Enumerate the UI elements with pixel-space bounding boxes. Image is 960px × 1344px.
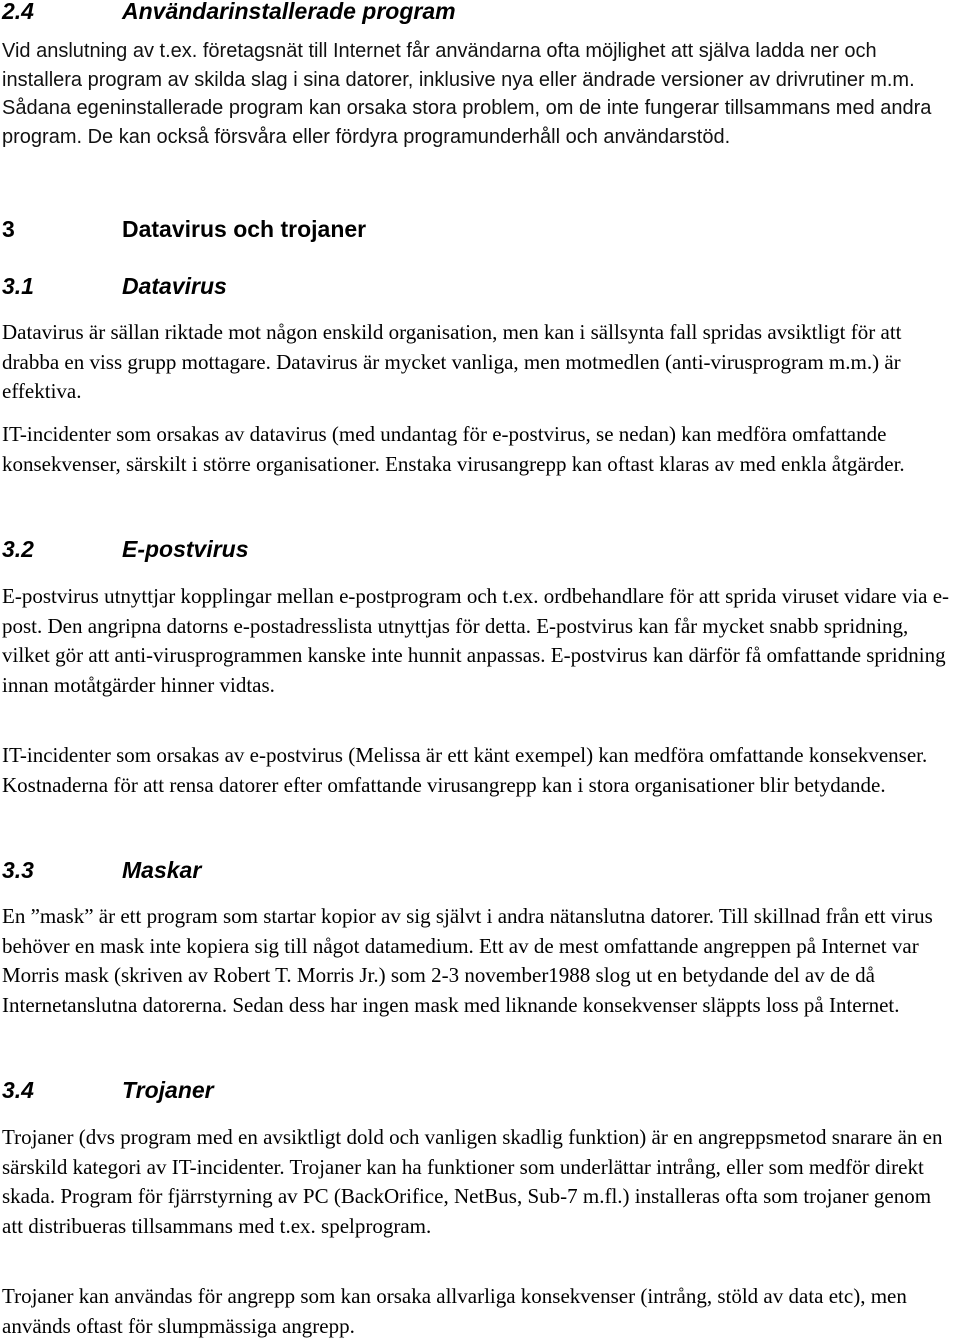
- paragraph-3-2-a: E-postvirus utnyttjar kopplingar mellan e-postprogram och t.ex. ordbehandlare för att sprida viruset vidare via e-post. Den angripna datorns e-postadresslista utnyttjas för detta. E-postvirus kan får mycket snabb spridning, vilket gör att anti-virusprogrammen kanske inte hunnit anpassas. E-postvirus kan därför få omfattande spridning innan motåtgärder hinner vidtas.: [2, 584, 950, 697]
- heading-number: 3.2: [2, 536, 34, 562]
- paragraph-3-3: En ”mask” är ett program som startar kopior av sig självt i andra nätanslutna datorer. Till skillnad från ett virus behöver en mask inte kopiera sig till något datamedium. Ett av de mest omfattande angreppen på Internet var Morris mask (skriven av Robert T. Morris Jr.) som 2-3 november1988 slog ut en betydande del av de då Internetanslutna datorerna. Sedan dess har ingen mask med liknande konsekvenser släppts loss på Internet.: [2, 904, 933, 1017]
- paragraph-3-4-a: Trojaner (dvs program med en avsiktligt dold och vanligen skadlig funktion) är en angreppsmetod snarare än en särskild kategori av IT-incidenter. Trojaner kan ha funktioner som underlättar intrång, eller som medför direkt skada. Program för fjärrstyrning av PC (BackOrifice, NetBus, Sub-7 m.fl.) installeras ofta som trojaner genom att distribueras tillsammans med t.ex. spelprogram.: [2, 1125, 943, 1238]
- heading-number: 3.1: [2, 273, 34, 299]
- heading-3-1: [2, 272, 227, 300]
- paragraph-3-1-b: IT-incidenter som orsakas av datavirus (med undantag för e-postvirus, se nedan) kan medföra omfattande konsekvenser, särskilt i större organisationer. Enstaka virusangrepp kan oftast klaras av med enkla åtgärder.: [2, 422, 905, 476]
- heading-title: Maskar: [122, 857, 202, 883]
- heading-3: [2, 215, 366, 243]
- heading-number: 2.4: [2, 0, 34, 24]
- heading-number: 3.3: [2, 857, 34, 883]
- heading-3-3: [2, 856, 201, 884]
- heading-3-4: [2, 1076, 214, 1104]
- heading-title: E-postvirus: [122, 536, 249, 562]
- heading-number: 3.4: [2, 1077, 34, 1103]
- paragraph-3-1-a: Datavirus är sällan riktade mot någon enskild organisation, men kan i sällsynta fall spridas avsiktligt för att drabba en viss grupp mottagare. Datavirus är mycket vanliga, men motmedlen (anti-virusprogram m.m.) är effektiva.: [2, 320, 902, 403]
- heading-title: Datavirus: [122, 273, 227, 299]
- heading-title: Trojaner: [122, 1077, 214, 1103]
- paragraph-3-2-b: IT-incidenter som orsakas av e-postvirus (Melissa är ett känt exempel) kan medföra omfattande konsekvenser. Kostnaderna för att rensa datorer efter omfattande virusangrepp kan i stora organisationer blir betydande.: [2, 743, 928, 797]
- paragraph-2-4: Vid anslutning av t.ex. företagsnät till Internet får användarna ofta möjlighet att själva ladda ner och installera program av skilda slag i sina datorer, inklusive nya eller ändrade versioner av drivrutiner m.m. Sådana egeninstallerade program kan orsaka stora problem, om de inte fungerar tillsammans med andra program. De kan också försvåra eller fördyra programunderhåll och användarstöd.: [2, 40, 932, 148]
- heading-2-4: [2, 0, 456, 25]
- heading-title: Användarinstallerade program: [122, 0, 456, 24]
- paragraph-3-4-b: Trojaner kan användas för angrepp som kan orsaka allvarliga konsekvenser (intrång, stöld av data etc), men används oftast för slumpmässiga angrepp.: [2, 1284, 907, 1338]
- heading-number: 3: [2, 216, 15, 242]
- heading-3-2: [2, 535, 249, 563]
- heading-title: Datavirus och trojaner: [122, 216, 367, 242]
